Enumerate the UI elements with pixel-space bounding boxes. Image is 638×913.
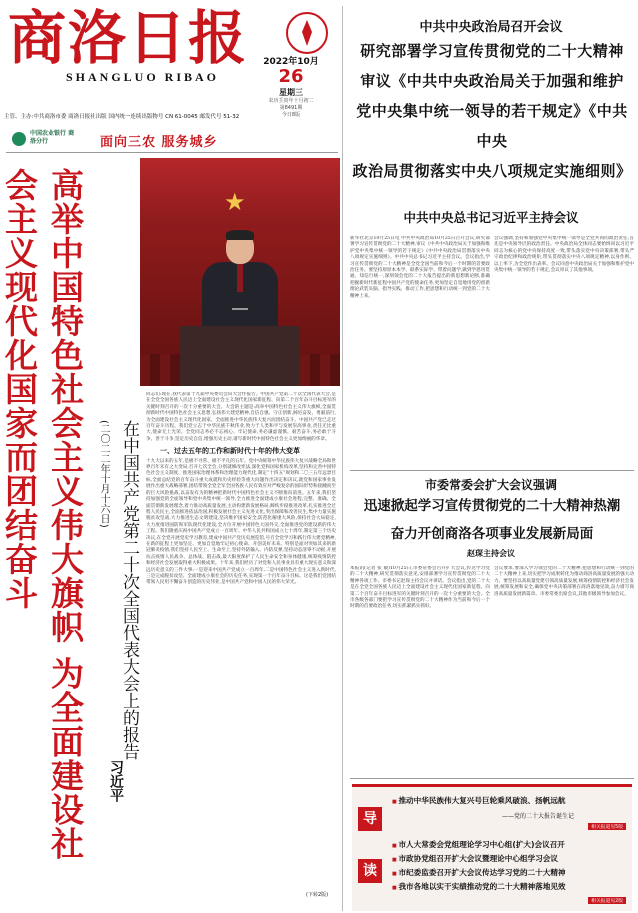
date-weekday: 星期三 [279,88,303,97]
date-lunar: 农历壬寅年十月初二 [268,98,314,104]
continued-note: (下转2版) [306,892,329,898]
story1-headline-line: 审议《中共中央政治局关于加强和维护 [360,72,624,90]
bank-ad [12,128,252,150]
guide-box [352,784,632,911]
story2-body-col2: 会议要求,要深入学习领会党的二十大精神,把思想和行动统一到党的二十大精神上来,切实把学习成果转化为推动商洛高质量发展的强大动力。要坚持以高质量党建引领高质量发展,统筹疫情防控和经济社会发展,统筹发展和安全,确保党中央决策部署在商洛落地见效,奋力谱写商洛高质量发展新篇章。市委常委出席会议,其他市级领导参加会议。 [494,566,634,597]
story1-body-col2: 会议强调,坚持和加强党中央集中统一领导是全党共同的政治责任,首先是中央领导层的政治责任。中央政治局全体同志要始终同以习近平同志为核心的党中央保持高度一致,带头落实党中央决策部署,带头严守政治纪律和政治规矩,带头贯彻落实中央八项规定精神,以身作则、以上率下,为全党作出表率。会议同意中央政治局关于加强和维护党中央集中统一领导的若干规定,会议审议了其他事项。 [494,236,634,274]
guide-item-ref: 相关报道见5版 [588,823,626,830]
bank-slogan: 面向三农 服务城乡 [100,135,218,150]
report-body [146,392,336,892]
report-date: (二〇二二年十月十六日) [98,420,109,528]
guide-item[interactable]: ■ 市人大常委会党组理论学习中心组(扩大)会议召开 [392,839,565,850]
edition-count: 今日8版 [281,112,301,118]
report-subtitle [90,420,142,800]
story1-headline-line: 研究部署学习宣传贯彻党的二十大精神 [360,42,624,60]
guide-item[interactable]: ■ 市纪委监委召开扩大会议传达学习党的二十大精神 [392,867,566,878]
newspaper-title: 商洛日报 [8,4,249,72]
lead-headline: 高举中国特色社会主义伟大旗帜 为全面建设社会主义现代化国家而团结奋斗 [0,168,85,861]
guide-item-note: ——党的二十大报告诞生记 [502,813,575,820]
divider [6,152,338,153]
star-icon: ★ [224,188,246,216]
lead-photo [140,158,340,386]
date-day: 26 [278,66,304,87]
story2-headline-line: 奋力开创商洛各项事业发展新局面 [390,526,594,542]
report-section-heading: 一、过去五年的工作和新时代十年的伟大变革 [160,447,300,456]
story2-body-col1: 本报讯(记者 张 敏)10月25日,市委常委会召开扩大会议,传达学习党的二十大精神,研究贯彻落实意见,安排部署学习宣传贯彻党的二十大精神各项工作。市委书记赵琛主持会议并讲话。会议指出,党的二十大是在全党全国各族人民迈上全面建设社会主义现代化国家新征程、向第二个百年奋斗目标进军的关键时刻召开的一次十分重要的大会。全市各级各部门要把学习宣传贯彻党的二十大精神作为当前和今后一个时期的首要政治任务,切实抓紧抓实抓好。 [350,566,490,610]
divider [350,470,634,471]
guide-item[interactable]: ■ 推动中华民族伟大复兴号巨轮乘风破浪、扬帆远航 [392,795,566,806]
story2-kicker: 市委常委会扩大会议强调 [424,478,557,492]
divider [350,778,634,779]
report-body-intro: 同志们:现在,我代表第十九届中央委员会向大会作报告。中国共产党第二十次全国代表大会,是在全党全国各族人民迈上全面建设社会主义现代化国家新征程、向第二个百年奋斗目标进军的关键时刻召开的一次十分重要的大会。大会的主题是:高举中国特色社会主义伟大旗帜,全面贯彻新时代中国特色社会主义思想,弘扬伟大建党精神,自信自强、守正创新,踔厉奋发、勇毅前行,为全面建设社会主义现代化国家、全面推进中华民族伟大复兴而团结奋斗。中国共产党已走过百年奋斗历程。我们党立志于中华民族千秋伟业,致力于人类和平与发展崇高事业,责任无比重大,使命无上光荣。全党同志务必不忘初心、牢记使命,务必谦虚谨慎、艰苦奋斗,务必敢于斗争、善于斗争,坚定历史自信,增强历史主动,谱写新时代中国特色社会主义更加绚丽的华章。 [146,392,336,442]
story1-body-col1: 新华社北京10月25日电 中共中央政治局10月25日召开会议,研究部署学习宣传贯彻党的二十大精神,审议《中共中央政治局关于加强和维护党中央集中统一领导的若干规定》《中共中央政治局贯彻落实中央八项规定实施细则》。中共中央总书记习近平主持会议。会议指出,学习宣传贯彻党的二十大精神是全党全国当前和今后一个时期的首要政治任务。要坚持原原本本学、联系实际学、带着问题学,做到学思用贯通、知信行统一,深刻领会党的二十大报告提出的新思想新论断,准确把握新时代新征程中国共产党的使命任务,更加坚定自觉地用党的创新理论武装头脑、指导实践、推动工作,把思想和行动统一到党的二十大精神上来。 [350,236,490,299]
report-body-section: 十九大以来的五年,是极不寻常、极不平凡的五年。党中央统筹中华民族伟大复兴战略全局和世界百年未有之大变局,召开七次全会,分别就修改宪法,深化党和国家机构改革,坚持和完善中国特色社会主义制度、推进国家治理体系和治理能力现代化,制定“十四五”规划和二〇三五年远景目标,全面总结党的百年奋斗重大成就和历史经验等重大问题作出决定和决议,就党和国家事业发展作出重大战略部署,团结带领全党全军全国各族人民有效应对严峻复杂的国际形势和接踵而至的巨大风险挑战,以奋发有为的精神把新时代中国特色社会主义不断推向前进。五年来,我们坚持加强党的全面领导和党中央集中统一领导,全力推进全面建成小康社会进程,完整、准确、全面贯彻新发展理念,着力推动高质量发展,主动构建新发展格局,蹄疾步稳推进改革,扎实推进全过程人民民主,全面推进依法治国,积极发展社会主义先进文化,突出保障和改善民生,集中力量实施脱贫攻坚战,大力推进生态文明建设,坚决维护国家安全,防范化解重大风险,保持社会大局稳定,大力度推进国防和军队现代化建设,全方位开展中国特色大国外交,全面推进党的建设新的伟大工程。我们隆重庆祝中国共产党成立一百周年、中华人民共和国成立七十周年,制定第三个历史决议,在全党开展党史学习教育,建成中国共产党历史展览馆,号召全党学习和践行伟大建党精神,在新的征程上更加坚定、更加自觉地牢记初心使命、开创美好未来。特别是面对突如其来的新冠肺炎疫情,我们坚持人民至上、生命至上,坚持外防输入、内防反弹,坚持动态清零不动摇,开展抗击疫情人民战争、总体战、阻击战,最大限度保护了人民生命安全和身体健康,统筹疫情防控和经济社会发展取得重大积极成果。十年来,我们经历了对党和人民事业具有重大现实意义和深远历史意义的三件大事:一是迎来中国共产党成立一百周年,二是中国特色社会主义进入新时代,三是完成脱贫攻坚、全面建成小康社会的历史任务,实现第一个百年奋斗目标。这是我们党团结带领人民用不懈奋斗创造的历史伟业,是中国共产党和中国人民的伟大荣光。 [146,458,336,586]
report-author: 习近平 [108,760,124,802]
story2-headline [350,492,634,548]
story2-subhead: 赵琛主持会议 [467,549,515,558]
guide-item[interactable]: ■ 市政协党组召开扩大会议暨理论中心组学习会议 [392,853,558,864]
microphone-icon [232,308,248,310]
story1-subhead: 中共中央总书记习近平主持会议 [403,210,579,225]
masthead [8,6,276,98]
story1-kicker: 中共中央政治局召开会议 [419,20,563,35]
newspaper-logo-icon [286,12,328,54]
issue-number: 第8491期 [279,105,303,111]
story1-headline-line: 政治局贯彻落实中央八项规定实施细则》 [352,162,632,180]
column-divider [342,6,343,911]
publisher-info: 主管、主办:中共商洛市委 商洛日报社出版 国内统一连续出版物号 CN 61-0045 邮发代号 51-32 [4,114,240,120]
bank-name: 中国农业银行 商洛分行 [30,130,75,145]
guide-item[interactable]: ■ 我市各地以实干实绩推动党的二十大精神落地见效 [392,881,566,892]
guide-items-ref: 相关报道见2版 [588,897,626,904]
guide-tag-bottom: 读 [358,859,382,883]
story2-headline-line: 迅速掀起学习宣传贯彻党的二十大精神热潮 [363,498,621,514]
story1-headline [350,36,634,186]
report-title: 在中国共产党第二十次全国代表大会上的报告 [119,420,139,760]
bank-logo-icon [12,132,26,146]
date-year-month: 2022年10月 [263,57,319,67]
guide-tag-top: 导 [358,807,382,831]
story1-headline-line: 党中央集中统一领导的若干规定》《中共中央 [356,102,628,150]
newspaper-pinyin: SHANGLUO RIBAO [66,70,220,84]
date-box [256,54,326,119]
